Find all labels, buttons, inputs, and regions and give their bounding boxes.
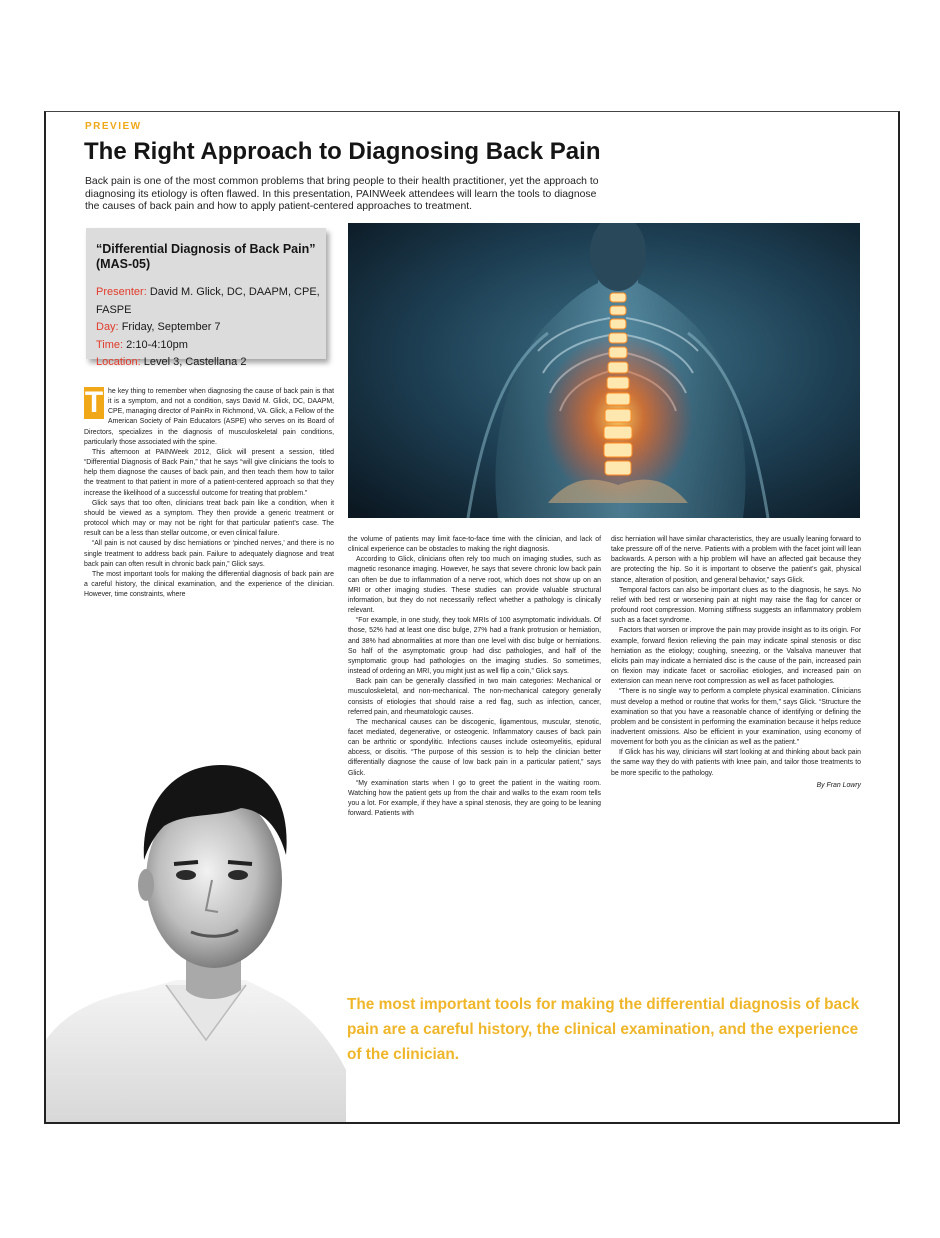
presenter-value: David M. Glick, DC, DAAPM, CPE, FASPE	[96, 286, 320, 316]
presenter-label: Presenter:	[96, 286, 147, 298]
article-column-1	[84, 387, 334, 600]
body-paragraph: According to Glick, clinicians often rely too much on imaging studies, such as magnetic resonance imaging. However, he says that severe chronic low back pain can often be due to inflammation of a nerve root, which does not show up on an MRI or other imaging studies. These studies can provide valuable structural information, but they do not necessarily reflect whether a pathology is clinically relevant.	[348, 556, 601, 615]
article-column-2	[348, 535, 601, 819]
drop-cap: T	[84, 386, 104, 419]
body-paragraph: “There is no single way to perform a complete physical examination. Clinicians must develop a method or routine that works for them,” says Glick. “Structure the examination so that you have a reasonable chance of identifying or defining the problem and be consistent in performing the examination because it helps reduce inadvertent omissions. Also be efficient in your examination, using economy of movement for both you as the clinician as well as the patient.”	[611, 688, 861, 747]
pull-quote: The most important tools for making the differential diagnosis of back pain are a careful history, the clinical examination, and the experience of the clinician.	[347, 996, 860, 1063]
location-value: Level 3, Castellana 2	[143, 356, 247, 368]
body-paragraph: “For example, in one study, they took MRIs of 100 asymptomatic individuals. Of those, 52% had at least one disc bulge, 27% had a frank protrusion or herniation, and 38% had abnormalities at more than one level with disc bulge or herniations. So half of the asymptomatic group had disc pathologies, and half of the symptomatic group had pathologies on the imaging studies. So sometimes, instead of ordering an MRI, you might just as well flip a coin,” Glick says.	[348, 617, 601, 676]
location-label: Location:	[96, 356, 141, 368]
body-paragraph: The most important tools for making the differential diagnosis of back pain are a careful history, the clinical examination, and the experience of the clinician. However, time constraints, where	[84, 570, 334, 599]
body-paragraph: T he key thing to remember when diagnosing the cause of back pain is that it is a symptom, and not a condition, says David M. Glick, DC, DAAPM, CPE, managing director of PainRx in Richmond, VA. Glick, a Fellow of the American Society of Pain Educators (ASPE) who serves on its Board of Directors, specializes in the diagnosis of musculoskeletal pain conditions, particularly those associated with the spine.	[84, 386, 334, 446]
day-row	[96, 319, 326, 337]
day-value: Friday, September 7	[121, 321, 221, 333]
body-paragraph: Temporal factors can also be important clues as to the diagnosis, he says. No relief with bed rest or worsening pain at night may raise the flag for cancer or profound root compression. Morning stiffness suggests an inflammatory problem such as a facet syndrome.	[611, 586, 861, 625]
article-title: The Right Approach to Diagnosing Back Pain	[84, 138, 601, 165]
body-paragraph: This afternoon at PAINWeek 2012, Glick will present a session, titled “Differential Diagnosis of Back Pain,” that he says “will give clinicians the tools to help them diagnose the causes of back pain, and then teach them how to tailor the treatment to that patient in more of a patient-centered approach so that they increase the likelihood of a successful outcome for treating that problem.”	[84, 448, 334, 497]
body-paragraph: disc herniation will have similar characteristics, they are usually leaning forward to take pressure off of the nerve. Patients with a problem with the facet joint will lean backwards. A person with a hip problem will have an affected gait because they are protecting the hip. So it is important to observe the patient’s gait, physical stance, alteration of position, and general behavior,” says Glick.	[611, 536, 861, 584]
time-row	[96, 337, 326, 355]
section-kicker: PREVIEW	[85, 121, 142, 132]
presenter-row	[96, 284, 326, 319]
body-paragraph: If Glick has his way, clinicians will start looking at and thinking about back pain the same way they do with patients with knee pain, and tailor those treatments to be more specific to the pathology.	[611, 749, 861, 777]
body-paragraph: Factors that worsen or improve the pain may provide insight as to its origin. For example, forward flexion relieving the pain may indicate spinal stenosis or disc herniation as the etiology; coughing, sneezing, or the Valsalva maneuver that elicits pain may indicate a herniated disc is the cause of the pain, increased pain on flexion may indicate facet or sacroiliac etiologies, and increased pain on extension can mean nerve root compression as well as facet pathologies.	[611, 627, 861, 686]
session-info-box	[86, 228, 326, 368]
article-column-3	[611, 535, 861, 791]
day-label: Day:	[96, 321, 119, 333]
body-paragraph: “All pain is not caused by disc herniations or ‘pinched nerves,’ and there is no single treatment to address back pain. Failure to adequately diagnose and treat back pain can often result in chronic back pain,” Glick says.	[84, 540, 334, 568]
body-paragraph: the volume of patients may limit face-to-face time with the clinician, and lack of clinical experience can be obstacles to making the right diagnosis.	[348, 536, 601, 554]
byline: By Fran Lowry	[816, 781, 861, 789]
magazine-page	[44, 111, 900, 1124]
body-paragraph: Glick says that too often, clinicians treat back pain like a condition, when it should be viewed as a symptom. They then provide a generic treatment or protocol which may or may not be right for that particular patient’s case. The result can be a less than stellar outcome, or even clinical failure.	[84, 499, 334, 538]
spine-illustration	[348, 223, 860, 518]
location-row	[96, 354, 326, 372]
session-title: “Differential Diagnosis of Back Pain” (MAS-05)	[96, 242, 316, 271]
body-paragraph: Back pain can be generally classified in two main categories: Mechanical or musculoskeletal, and non-mechanical. The non-mechanical category generally consists of etiologies that should raise a red flag, such as infection, cancer, referred pain, and rheumatologic causes.	[348, 678, 601, 716]
time-value: 2:10-4:10pm	[126, 338, 188, 351]
body-paragraph: The mechanical causes can be discogenic, ligamentous, muscular, stenotic, facet mediated, degenerative, or osteogenic. Inflammatory causes of back pain can be arthritic or spondylitic. Infections causes include osteomyelitis, epidural abcess, or discitis. “The purpose of this session is to help the clinician better differentially diagnose the cause of low back pain in a particular patient,” says Glick.	[348, 718, 601, 777]
body-paragraph: “My examination starts when I go to greet the patient in the waiting room. Watching how the patient gets up from the chair and walks to the exam room tells you a lot. For example, if they have a spinal stenosis, they are going to be leaning forward. Patients with	[348, 779, 601, 818]
time-label: Time:	[96, 338, 124, 351]
article-intro: Back pain is one of the most common problems that bring people to their health practitioner, yet the approach to diagnosing its etiology is often flawed. In this presentation, PAINWeek attendees will learn the tools to diagnose the causes of back pain and how to apply patient-centered approaches to treatment.	[85, 176, 599, 213]
presenter-portrait	[46, 740, 346, 1122]
